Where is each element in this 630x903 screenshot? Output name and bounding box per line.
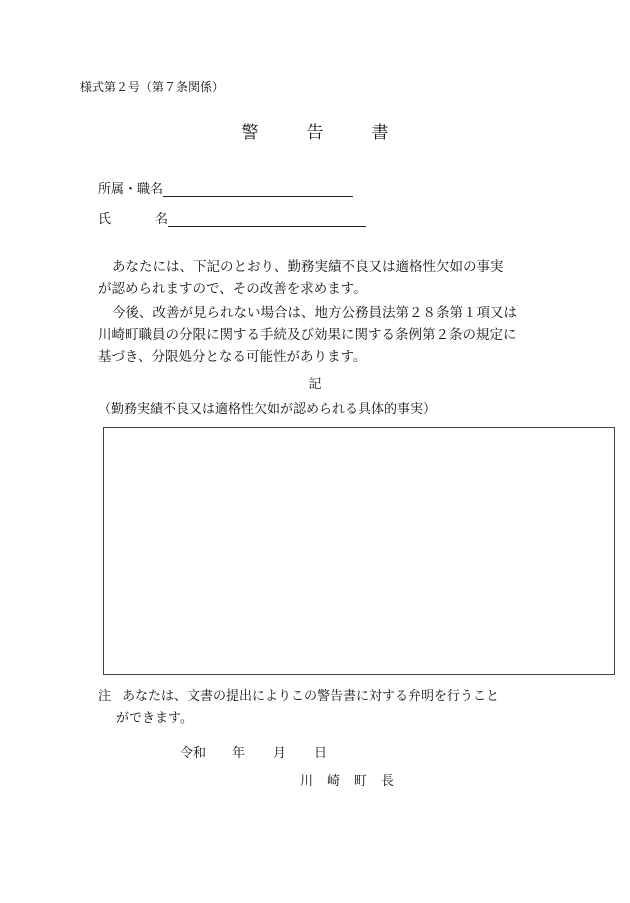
name-label-first: 氏: [98, 212, 112, 227]
affiliation-underline: [163, 182, 353, 197]
date-month: 月: [273, 746, 287, 761]
paragraph-1-line-2: が認められますので、その改善を求めます。: [98, 281, 367, 297]
name-underline: [168, 212, 366, 227]
date-line: [180, 742, 327, 761]
paragraph-2-line-3: 基づき、分限処分となる可能性があります。: [98, 349, 367, 365]
issuer: 川崎町長: [300, 774, 409, 789]
note: [98, 686, 499, 730]
name-field: [98, 208, 366, 227]
paragraph-2: [98, 302, 558, 368]
note-line-1: あなたは、文書の提出によりこの警告書に対する弁明を行うこと: [122, 689, 500, 704]
facts-box: [103, 427, 615, 675]
name-label: [98, 208, 168, 227]
paragraph-2-line-2: 川崎町職員の分限に関する手続及び効果に関する条例第２条の規定に: [98, 327, 517, 343]
paragraph-1-line-1: あなたには、下記のとおり、勤務実績不良又は適格性欠如の事実: [112, 259, 504, 275]
affiliation-label: 所属・職名: [98, 182, 164, 197]
document-title: [0, 118, 630, 143]
date-year: 年: [232, 746, 246, 761]
title-char-2: 告: [306, 123, 324, 143]
facts-subheading: （勤務実績不良又は適格性欠如が認められる具体的事実）: [98, 402, 437, 417]
paragraph-2-line-1: 今後、改善が見られない場合は、地方公務員法第２８条第１項又は: [112, 305, 517, 321]
paragraph-1: [98, 256, 558, 300]
name-label-second: 名: [155, 212, 169, 227]
note-line-2: ができます。: [116, 711, 193, 726]
form-number: 様式第２号（第７条関係）: [80, 80, 225, 94]
ki-heading: 記: [308, 377, 322, 392]
affiliation-field: [98, 178, 353, 197]
date-day: 日: [314, 746, 328, 761]
date-era: 令和: [180, 746, 207, 761]
title-char-1: 警: [241, 123, 259, 143]
title-char-3: 書: [371, 123, 389, 143]
note-mark: 注: [98, 689, 112, 704]
